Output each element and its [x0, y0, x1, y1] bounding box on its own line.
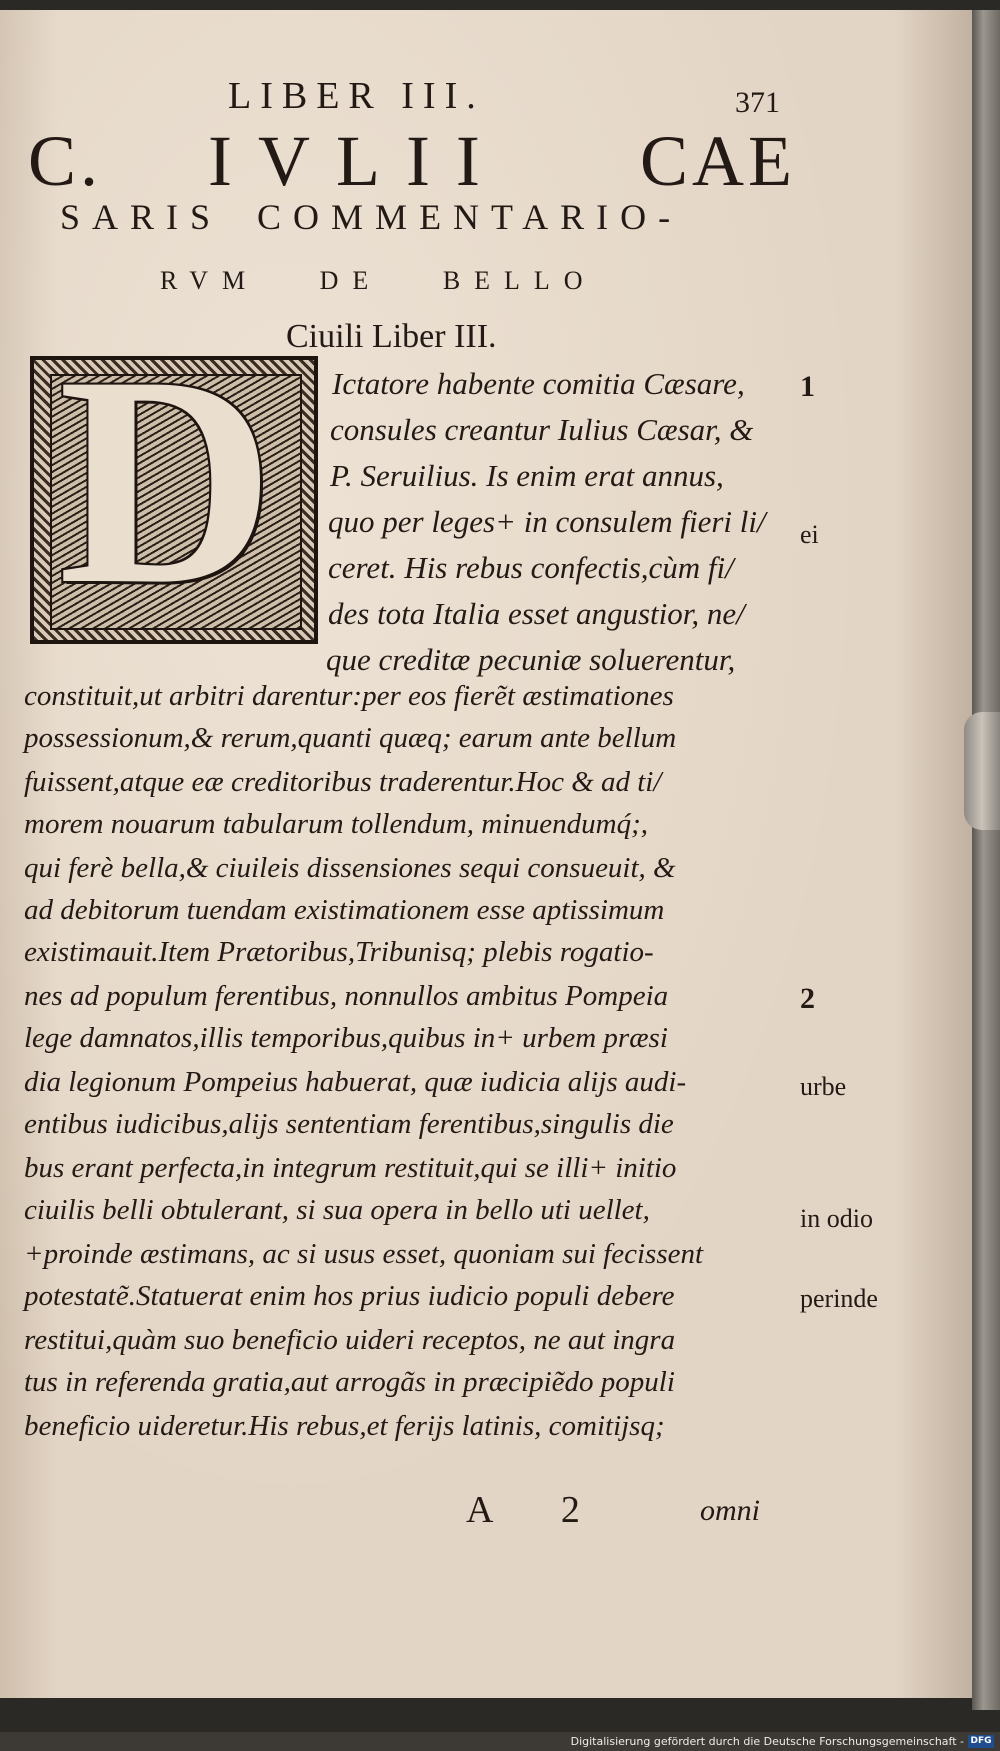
text-line: P. Seruilius. Is enim erat annus,	[330, 458, 724, 493]
title-iulii: IVLII	[208, 121, 506, 201]
text-line: des tota Italia esset angustior, ne/	[328, 596, 745, 631]
text-line: nes ad populum ferentibus, nonnullos ambitus Pompeia	[24, 980, 669, 1012]
text-line: beneficio uideretur.His rebus,et ferijs latinis, comitijsq;	[24, 1410, 665, 1442]
text-line: restitui,quàm suo beneficio uideri receptos, ne aut ingra	[24, 1324, 676, 1356]
title-line-1	[28, 120, 796, 201]
text-line: lege damnatos,illis temporibus,quibus in+ urbem præsi	[24, 1022, 668, 1054]
margin-note-perinde: perinde	[800, 1284, 878, 1313]
text-line: potestatẽ.Statuerat enim hos prius iudicio populi debere	[24, 1280, 675, 1312]
decorated-initial	[30, 314, 318, 646]
title-line-4: Ciuili Liber III.	[286, 318, 497, 355]
text-line: ad debitorum tuendam existimationem esse aptissimum	[24, 894, 665, 926]
folio-number: 371	[735, 86, 780, 119]
margin-note-ei: ei	[800, 520, 819, 549]
text-line: consules creantur Iulius Cæsar, &	[330, 412, 754, 447]
footer-credit: Digitalisierung gefördert durch die Deutsche Forschungsgemeinschaft -	[570, 1735, 964, 1748]
title-cae: CAE	[640, 121, 796, 201]
text-line: dia legionum Pompeius habuerat, quæ iudicia alijs audi-	[24, 1066, 687, 1098]
title-line-2: SARIS COMMENTARIO-	[60, 197, 683, 237]
margin-note-1: 1	[800, 370, 815, 403]
page-edge	[972, 10, 1000, 1710]
text-line: ciuilis belli obtulerant, si sua opera in bello uti uellet,	[24, 1194, 650, 1226]
catchword: omni	[700, 1494, 760, 1527]
margin-note-in-odio: in odio	[800, 1204, 873, 1233]
text-line: quo per leges+ in consulem fieri li/	[328, 504, 766, 539]
text-line: qui ferè bella,& ciuileis dissensiones sequi consueuit, &	[24, 852, 676, 884]
dfg-logo: DFG	[968, 1735, 994, 1748]
page-fold-tab	[964, 712, 1000, 830]
margin-note-2: 2	[800, 982, 815, 1015]
text-line: que creditæ pecuniæ soluerentur,	[326, 642, 736, 677]
text-line: entibus iudicibus,alijs sententiam ferentibus,singulis die	[24, 1108, 674, 1140]
text-line: ceret. His rebus confectis,cùm fi/	[328, 550, 734, 585]
text-line: +proinde æstimans, ac si usus esset, quoniam sui fecissent	[24, 1238, 704, 1270]
title-line-3: RVM DE BELLO	[160, 266, 597, 295]
text-line: fuissent,atque eæ creditoribus traderentur.Hoc & ad ti/	[24, 766, 662, 798]
title-praenomen: C.	[28, 121, 103, 201]
text-line: constituit,ut arbitri darentur:per eos fierẽt æstimationes	[24, 680, 674, 712]
text-line: tus in referenda gratia,aut arrogãs in præcipiẽdo populi	[24, 1366, 675, 1398]
signature-mark: A 2	[466, 1489, 610, 1531]
text-line: morem nouarum tabularum tollendum, minuendumq́;,	[24, 808, 648, 840]
text-line: possessionum,& rerum,quanti quæq; earum ante bellum	[24, 722, 677, 754]
text-line: existimauit.Item Prætoribus,Tribunisq; plebis rogatio-	[24, 936, 654, 968]
text-line: Ictatore habente comitia Cæsare,	[332, 366, 745, 401]
initial-letter: D	[58, 314, 275, 646]
running-head: LIBER III.	[228, 75, 485, 117]
text-line: bus erant perfecta,in integrum restituit,qui se illi+ initio	[24, 1152, 677, 1184]
margin-note-urbe: urbe	[800, 1072, 847, 1101]
